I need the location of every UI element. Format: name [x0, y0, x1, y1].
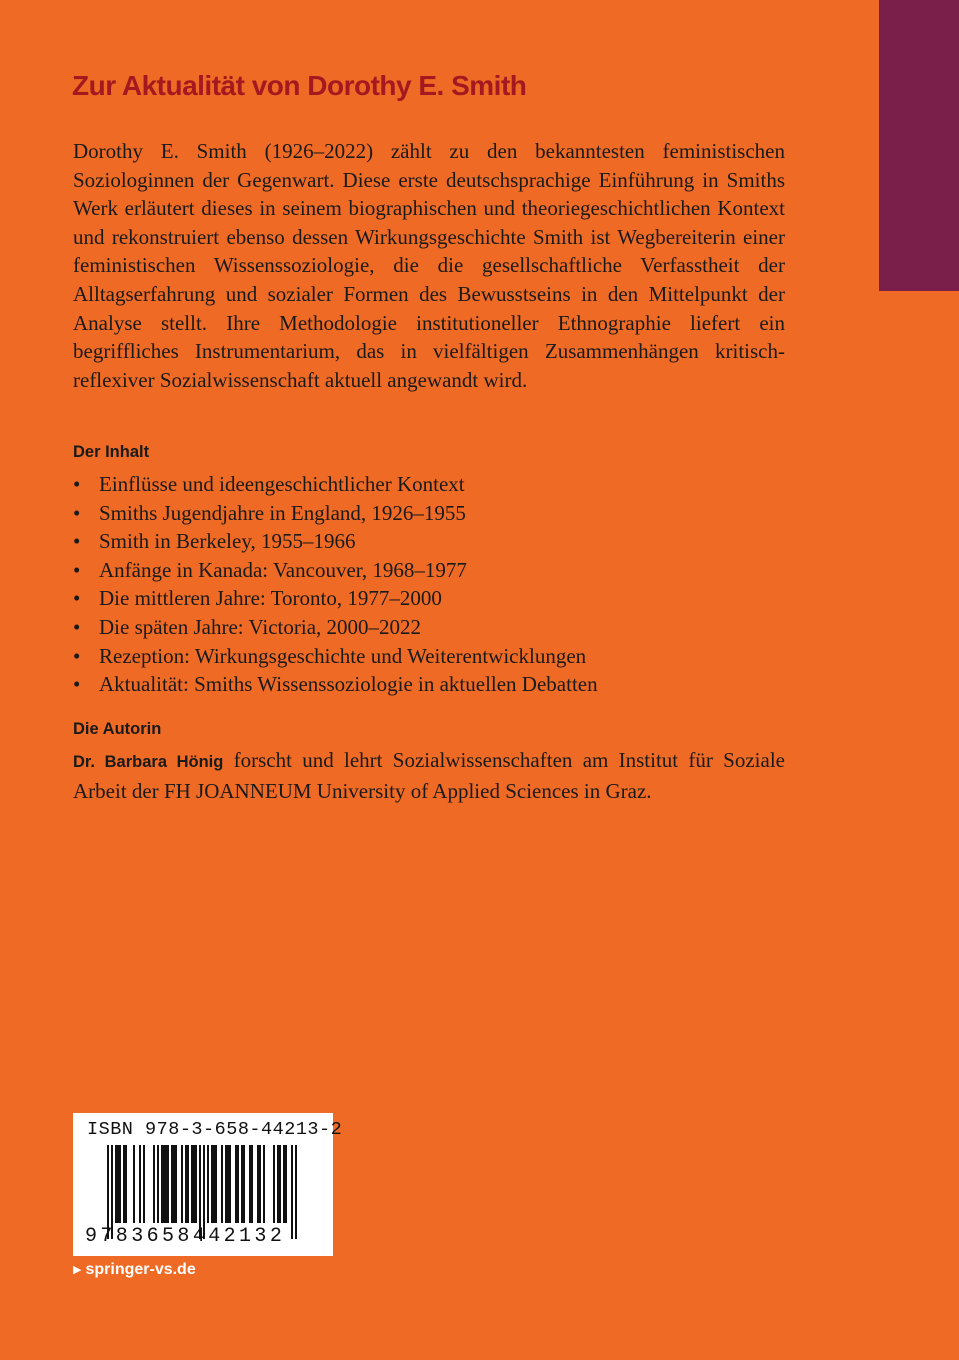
- barcode-bar: [171, 1145, 173, 1223]
- barcode-bar: [123, 1145, 125, 1223]
- author-name: Dr. Barbara Hönig: [73, 753, 224, 771]
- barcode-bar: [139, 1145, 141, 1223]
- list-item-text: Die späten Jahre: Victoria, 2000–2022: [99, 614, 422, 639]
- barcode-bar: [207, 1145, 209, 1223]
- barcode-bar: [257, 1145, 259, 1223]
- author-heading: Die Autorin: [73, 720, 162, 738]
- bullet-icon: •: [73, 643, 81, 668]
- barcode-bar: [251, 1145, 253, 1223]
- barcode-bar: [173, 1145, 175, 1223]
- barcode-bar: [143, 1145, 145, 1223]
- list-item: [73, 642, 803, 671]
- barcode-bar: [175, 1145, 177, 1223]
- barcode-bar: [195, 1145, 197, 1223]
- barcode-bar: [285, 1145, 287, 1223]
- barcode-bar: [241, 1145, 243, 1223]
- arrow-right-icon: ▶: [73, 1263, 82, 1276]
- barcode-bar: [125, 1145, 127, 1223]
- barcode-bar: [119, 1145, 121, 1223]
- barcode-bar: [193, 1145, 195, 1223]
- barcode-bar: [187, 1145, 189, 1223]
- bullet-icon: •: [73, 529, 81, 554]
- barcode-bar: [229, 1145, 231, 1223]
- barcode-bar: [167, 1145, 169, 1223]
- bullet-icon: •: [73, 586, 81, 611]
- barcode-bar: [165, 1145, 167, 1223]
- barcode-bar: [221, 1145, 223, 1223]
- barcode-bar: [291, 1145, 293, 1239]
- contents-list: [73, 470, 803, 699]
- list-item: [73, 470, 803, 499]
- list-item: [73, 527, 803, 556]
- barcode-bar: [211, 1145, 213, 1223]
- list-item-text: Einflüsse und ideengeschichtlicher Kontext: [99, 472, 465, 496]
- list-item: [73, 499, 803, 528]
- barcode-bar: [249, 1145, 251, 1223]
- contents-heading: Der Inhalt: [73, 443, 150, 461]
- list-item-text: Rezeption: Wirkungsgeschichte und Weiterentwicklungen: [99, 643, 587, 668]
- barcode-bar: [185, 1145, 187, 1223]
- list-item: [73, 613, 803, 642]
- list-item: [73, 584, 803, 613]
- author-bio: forscht und lehrt Sozialwissenschaften am Institut für Soziale Arbeit der FH JOANNEUM University of Applied Sciences in Graz.: [73, 748, 785, 803]
- barcode-bar: [225, 1145, 227, 1223]
- barcode-bar: [295, 1145, 297, 1239]
- barcode-bar: [273, 1145, 275, 1223]
- barcode-bar: [277, 1145, 279, 1223]
- isbn-label: ISBN 978-3-658-44213-2: [87, 1119, 343, 1140]
- barcode-bar: [243, 1145, 245, 1223]
- bullet-icon: •: [73, 672, 81, 697]
- list-item-text: Die mittleren Jahre: Toronto, 1977–2000: [99, 586, 442, 611]
- barcode-bar: [191, 1145, 193, 1223]
- bullet-icon: •: [73, 614, 81, 639]
- list-item-text: Smith in Berkeley, 1955–1966: [99, 529, 356, 554]
- barcode-bar: [161, 1145, 163, 1223]
- list-item-text: Smiths Jugendjahre in England, 1926–1955: [99, 500, 466, 525]
- bullet-icon: •: [73, 557, 81, 582]
- corner-color-band: [879, 0, 959, 291]
- barcode-bar: [115, 1145, 117, 1223]
- barcode-bar: [215, 1145, 217, 1223]
- list-item-text: Aktualität: Smiths Wissenssoziologie in aktuellen Debatten: [99, 672, 598, 697]
- barcode-bar: [259, 1145, 261, 1223]
- publisher-url: springer-vs.de: [85, 1261, 196, 1278]
- barcode-bar: [227, 1145, 229, 1223]
- list-item: [73, 556, 803, 585]
- barcode-bar: [117, 1145, 119, 1223]
- barcode-bar: [213, 1145, 215, 1223]
- barcode-bar: [153, 1145, 155, 1223]
- barcode-bar: [263, 1145, 265, 1223]
- publisher-link[interactable]: [73, 1261, 196, 1279]
- intro-paragraph: Dorothy E. Smith (1926–2022) zählt zu den bekanntesten feministischen Soziologinnen der Gegenwart. Diese erste deutschsprachige Einführung in Smiths Werk erläutert dieses in seinem biographischen und theoriegeschichtlichen Kontext und rekonstruiert ebenso dessen Wirkungsgeschichte Smith ist Wegbereiterin einer feministischen Wissenssoziologie, die die gesellschaftliche Verfasstheit der Alltagserfahrung und sozialer Formen des Bewusstseins in den Mittelpunkt der Analyse stellt. Ihre Methodologie institutioneller Ethnographie liefert ein begriffliches Instrumentarium, das in vielfältigen Zusammenhängen kritisch-reflexiver Sozialwissenschaft aktuell angewandt wird.: [73, 139, 785, 392]
- barcode-bar: [157, 1145, 159, 1223]
- bullet-icon: •: [73, 472, 81, 496]
- back-cover-title: Zur Aktualität von Dorothy E. Smith: [72, 70, 527, 101]
- barcode-bar: [283, 1145, 285, 1223]
- barcode-bar: [163, 1145, 165, 1223]
- ean-digits: 9783658442132: [85, 1225, 286, 1248]
- barcode-bar: [181, 1145, 183, 1223]
- author-paragraph: [73, 746, 785, 805]
- list-item: [73, 670, 803, 699]
- isbn-barcode: [73, 1113, 343, 1256]
- barcode-bar: [237, 1145, 239, 1223]
- barcode-bar: [279, 1145, 281, 1223]
- list-item-text: Anfänge in Kanada: Vancouver, 1968–1977: [99, 557, 467, 582]
- barcode-bar: [235, 1145, 237, 1223]
- bullet-icon: •: [73, 500, 81, 525]
- barcode-bar: [133, 1145, 135, 1223]
